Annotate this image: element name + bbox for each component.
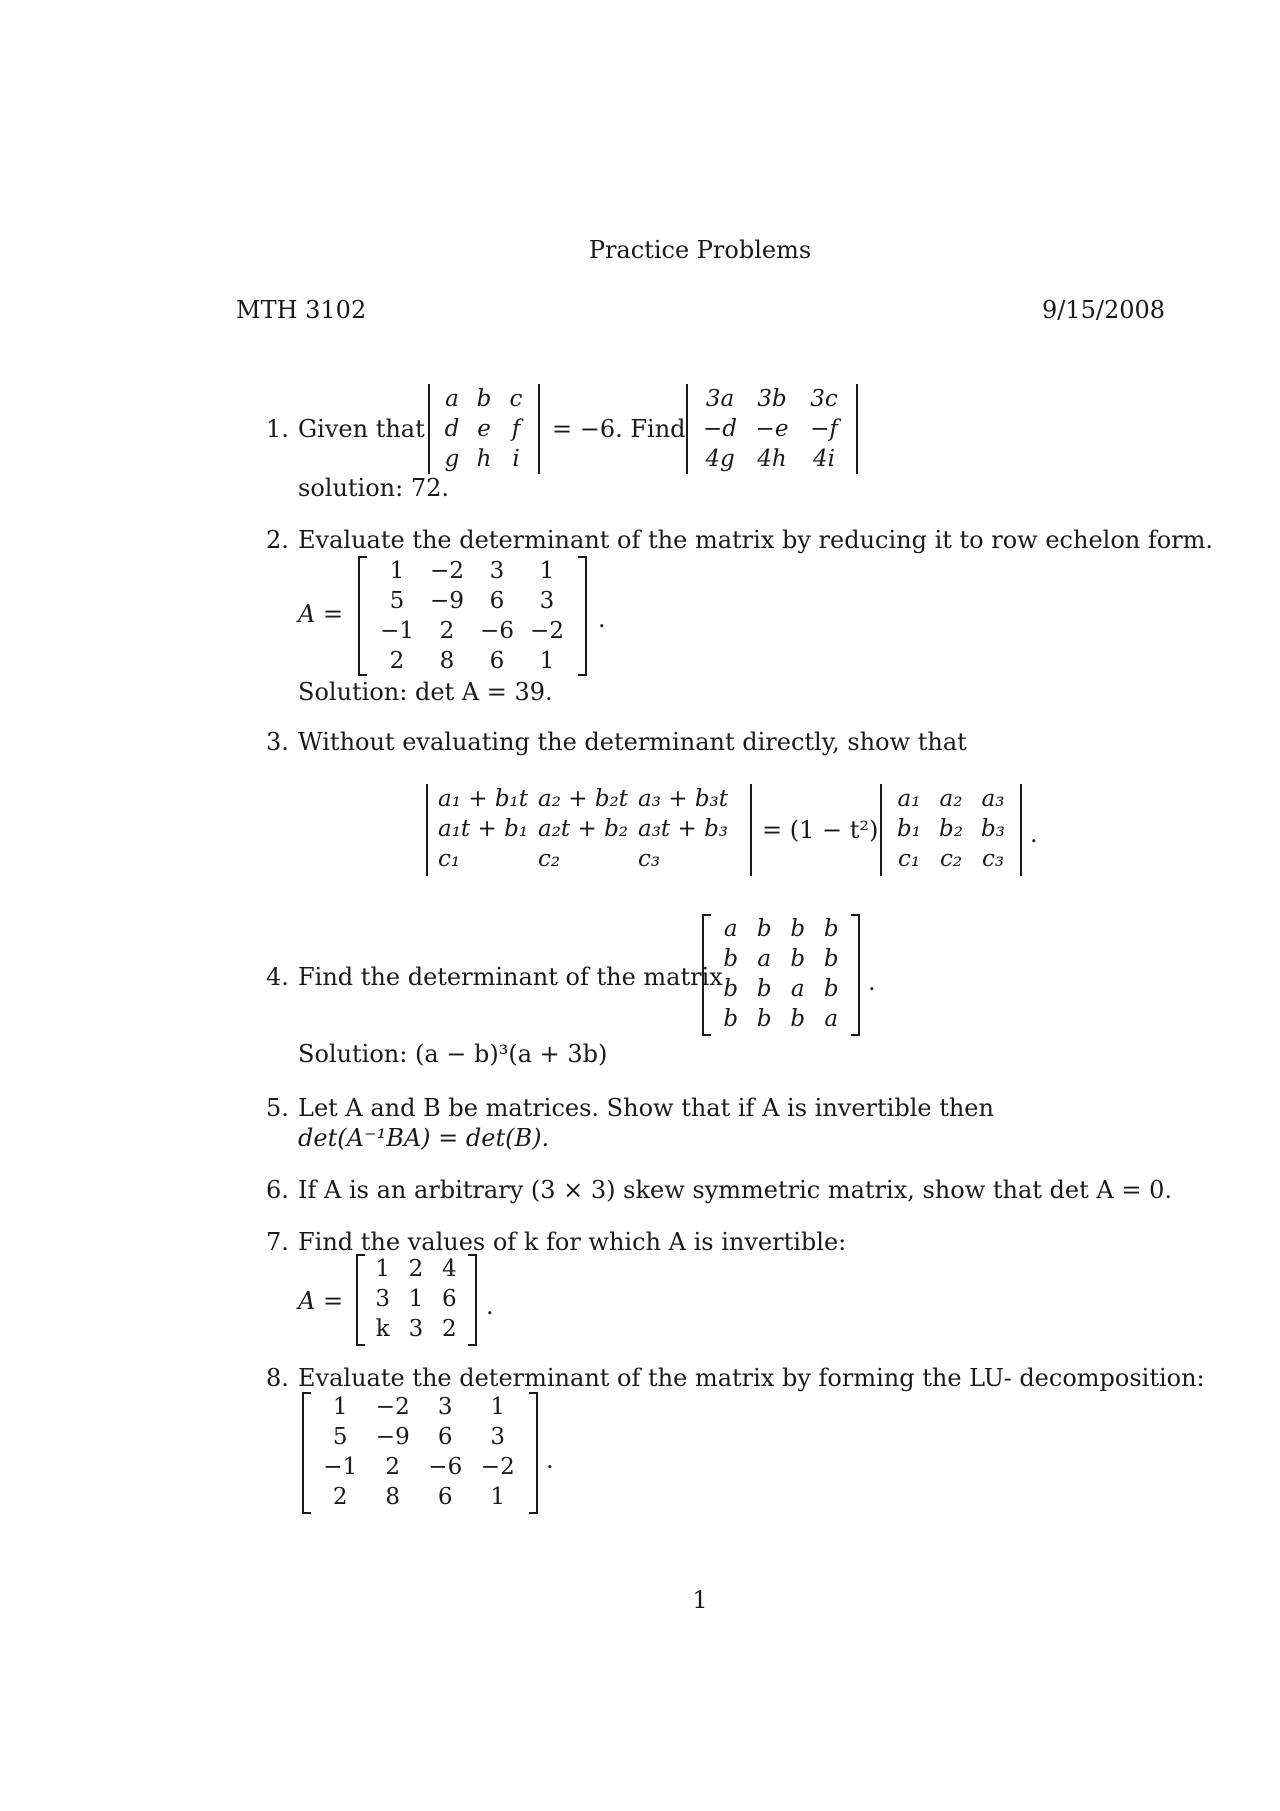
matrix-cell: −9: [430, 588, 464, 614]
problem-4-text: Find the determinant of the matrix: [298, 963, 723, 991]
matrix-cell: −2: [530, 618, 564, 644]
matrix-cell: 3: [490, 1424, 506, 1450]
matrix-cell: a₁: [897, 786, 921, 812]
problem-5-number: 5.: [266, 1094, 289, 1122]
matrix-cell: −e: [755, 416, 789, 442]
det-bar-left: [428, 384, 430, 474]
matrix-cell: 1: [389, 558, 405, 584]
problem-8-matrix: [302, 1392, 538, 1514]
problem-2-solution: Solution: det A = 39.: [298, 678, 553, 706]
det-bar-left: [880, 784, 882, 876]
matrix-cell: a: [445, 386, 459, 412]
matrix-cell: −6: [428, 1454, 463, 1480]
problem-7-matrix: [356, 1254, 478, 1346]
matrix-cell: c₃: [638, 846, 661, 872]
matrix-cell: b: [756, 976, 772, 1002]
det-bar-right: [750, 784, 752, 876]
problem-5-line-2: det(A⁻¹BA) = det(B).: [298, 1124, 550, 1152]
matrix-cell: 5: [389, 588, 405, 614]
matrix-cell: b: [790, 1006, 806, 1032]
problem-3-right-determinant: [880, 784, 1022, 876]
matrix-cell: c₁: [438, 846, 461, 872]
det-bar-left: [686, 384, 688, 474]
problem-2-period: .: [598, 605, 606, 633]
problem-3-number: 3.: [266, 728, 289, 756]
matrix-cell: h: [476, 446, 492, 472]
bracket-left: [302, 1392, 311, 1514]
matrix-cell: 6: [489, 588, 505, 614]
problem-4-number: 4.: [266, 963, 289, 991]
problem-1-equals: = −6. Find: [552, 415, 686, 443]
matrix-cell: 3: [408, 1316, 424, 1342]
problem-3-period: .: [1030, 820, 1038, 848]
matrix-cell: b: [756, 1006, 772, 1032]
det-bar-right: [538, 384, 540, 474]
matrix-cell: 3: [375, 1286, 390, 1312]
matrix-cell: −2: [480, 1454, 515, 1480]
matrix-cell: 2: [442, 1316, 457, 1342]
bracket-left: [702, 914, 711, 1036]
matrix-cell: k: [375, 1316, 390, 1342]
matrix-cell: a₃ + b₃t: [638, 786, 729, 812]
matrix-cell: 1: [539, 558, 555, 584]
matrix-cell: 3b: [757, 386, 787, 412]
matrix-cell: 2: [408, 1256, 424, 1282]
matrix-cell: 2: [385, 1454, 401, 1480]
problem-7-period: .: [486, 1292, 494, 1320]
matrix-cell: 3: [489, 558, 505, 584]
matrix-cell: b: [723, 976, 739, 1002]
problem-2-label: A =: [298, 600, 344, 628]
matrix-cell: b: [756, 916, 772, 942]
matrix-cell: −d: [703, 416, 737, 442]
matrix-cell: −1: [380, 618, 414, 644]
matrix-cell: c₂: [939, 846, 963, 872]
matrix-cell: a₁t + b₁: [438, 816, 529, 842]
matrix-cell: b: [790, 946, 806, 972]
matrix-cell: 4i: [813, 446, 835, 472]
matrix-cell: a₃: [981, 786, 1005, 812]
course-code: MTH 3102: [236, 296, 367, 324]
bracket-right: [851, 914, 860, 1036]
matrix-cell: c: [509, 386, 523, 412]
matrix-cell: −9: [375, 1424, 410, 1450]
matrix-cell: 2: [389, 648, 405, 674]
problem-1-solution: solution: 72.: [298, 474, 450, 502]
problem-1-number: 1.: [266, 415, 289, 443]
matrix-cell: 3: [539, 588, 555, 614]
matrix-cell: a: [757, 946, 772, 972]
problem-2-text: Evaluate the determinant of the matrix by reducing it to row echelon form.: [298, 526, 1214, 554]
date: 9/15/2008: [1042, 296, 1166, 324]
page-number: 1: [692, 1586, 708, 1614]
problem-1-determinant: [428, 384, 540, 474]
problem-8-text: Evaluate the determinant of the matrix by forming the LU- decomposition:: [298, 1364, 1205, 1392]
matrix-cell: 6: [489, 648, 505, 674]
matrix-cell: 8: [439, 648, 455, 674]
matrix-cell: 6: [442, 1286, 457, 1312]
problem-7-text: Find the values of k for which A is invertible:: [298, 1228, 847, 1256]
matrix-cell: 2: [332, 1484, 348, 1510]
matrix-cell: c₂: [538, 846, 561, 872]
matrix-cell: 1: [408, 1286, 424, 1312]
bracket-right: [529, 1392, 538, 1514]
matrix-cell: 4: [442, 1256, 457, 1282]
matrix-cell: 6: [437, 1424, 453, 1450]
matrix-cell: 1: [539, 648, 555, 674]
matrix-cell: −f: [810, 416, 838, 442]
matrix-cell: c₃: [981, 846, 1005, 872]
matrix-cell: −1: [323, 1454, 358, 1480]
matrix-cell: 3a: [705, 386, 735, 412]
bracket-right: [468, 1254, 477, 1346]
matrix-cell: f: [511, 416, 521, 442]
matrix-cell: b: [723, 1006, 739, 1032]
matrix-cell: b: [790, 916, 806, 942]
matrix-cell: 3: [437, 1394, 453, 1420]
matrix-cell: a₃t + b₃: [638, 816, 729, 842]
matrix-cell: e: [477, 416, 491, 442]
det-bar-left: [426, 784, 428, 876]
problem-4-solution: Solution: (a − b)³(a + 3b): [298, 1040, 608, 1068]
matrix-cell: d: [444, 416, 460, 442]
matrix-cell: a: [723, 916, 738, 942]
bracket-right: [578, 556, 587, 676]
matrix-grid: [436, 384, 532, 474]
matrix-cell: 1: [490, 1394, 506, 1420]
problem-2-number: 2.: [266, 526, 289, 554]
matrix-cell: a: [790, 976, 805, 1002]
matrix-cell: 2: [439, 618, 455, 644]
matrix-cell: b: [476, 386, 492, 412]
page-title: Practice Problems: [588, 236, 812, 264]
problem-1-target-determinant: [686, 384, 858, 474]
matrix-cell: a: [824, 1006, 839, 1032]
matrix-cell: a₂ + b₂t: [538, 786, 629, 812]
bracket-left: [356, 1254, 365, 1346]
matrix-grid: [314, 1392, 524, 1512]
problem-3-factor: = (1 − t²): [762, 816, 879, 844]
matrix-grid: [366, 1254, 466, 1344]
matrix-cell: −6: [480, 618, 514, 644]
matrix-cell: b₁: [897, 816, 921, 842]
problem-1-lead: Given that: [298, 415, 425, 443]
problem-5-line-1: Let A and B be matrices. Show that if A is invertible then: [298, 1094, 994, 1122]
matrix-grid: [714, 914, 848, 1034]
problem-4-matrix: [702, 914, 860, 1036]
matrix-grid: [888, 784, 1014, 874]
matrix-cell: b: [723, 946, 739, 972]
problem-3-left-determinant: [426, 784, 752, 876]
matrix-cell: 4g: [705, 446, 735, 472]
matrix-cell: 4h: [757, 446, 787, 472]
matrix-cell: i: [512, 446, 520, 472]
matrix-grid: [372, 556, 572, 676]
matrix-grid: [438, 784, 738, 874]
problem-7-number: 7.: [266, 1228, 289, 1256]
problem-3-text: Without evaluating the determinant directly, show that: [298, 728, 967, 756]
matrix-cell: b: [823, 946, 839, 972]
problem-6-number: 6.: [266, 1176, 289, 1204]
matrix-cell: b₂: [939, 816, 963, 842]
problem-7-label: A =: [298, 1287, 344, 1315]
matrix-cell: a₁ + b₁t: [438, 786, 529, 812]
matrix-cell: a₂t + b₂: [538, 816, 629, 842]
matrix-cell: 3c: [810, 386, 838, 412]
matrix-cell: 1: [490, 1484, 506, 1510]
matrix-cell: a₂: [939, 786, 963, 812]
problem-8-number: 8.: [266, 1364, 289, 1392]
det-bar-right: [1020, 784, 1022, 876]
matrix-cell: −2: [375, 1394, 410, 1420]
matrix-cell: g: [444, 446, 460, 472]
problem-6-text: If A is an arbitrary (3 × 3) skew symmetric matrix, show that det A = 0.: [298, 1176, 1172, 1204]
matrix-cell: b: [823, 976, 839, 1002]
matrix-cell: 8: [385, 1484, 401, 1510]
det-bar-right: [856, 384, 858, 474]
problem-8-period: .: [546, 1446, 554, 1474]
matrix-cell: 1: [332, 1394, 348, 1420]
matrix-cell: 6: [437, 1484, 453, 1510]
bracket-left: [358, 556, 367, 676]
matrix-cell: 5: [332, 1424, 348, 1450]
matrix-cell: 1: [375, 1256, 390, 1282]
matrix-grid: [694, 384, 850, 474]
matrix-cell: −2: [430, 558, 464, 584]
problem-4-period: .: [868, 968, 876, 996]
matrix-cell: b₃: [981, 816, 1005, 842]
matrix-cell: c₁: [897, 846, 921, 872]
matrix-cell: b: [823, 916, 839, 942]
problem-2-matrix: [358, 556, 588, 676]
